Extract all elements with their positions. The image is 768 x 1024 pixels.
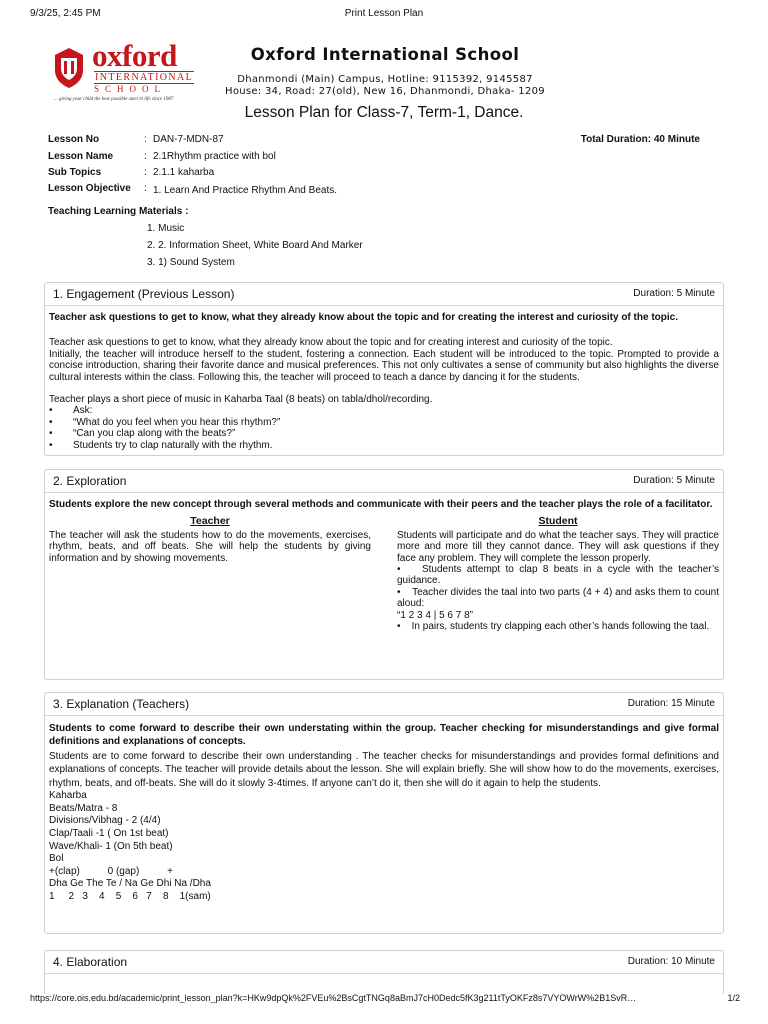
list-item: • In pairs, students try clapping each other’s hands following the taal. xyxy=(397,621,710,633)
section-duration: Duration: 5 Minute xyxy=(633,288,715,299)
logo-tagline: ... giving your child the best possible start in life since 1987 xyxy=(54,97,174,102)
school-logo xyxy=(52,40,192,106)
sub-topics-label: Sub Topics xyxy=(48,167,102,178)
list-item: • Ask: xyxy=(49,405,93,417)
section-elaboration xyxy=(44,950,724,994)
colon: : xyxy=(144,151,147,162)
list-item: • “What do you feel when you hear this rhythm?” xyxy=(49,416,281,428)
bol-line: +(clap) 0 (gap) + xyxy=(49,865,173,877)
student-column xyxy=(397,516,719,632)
print-datetime: 9/3/25, 2:45 PM xyxy=(30,8,101,19)
material-item: 2. 2. Information Sheet, White Board And Marker xyxy=(147,240,363,251)
section-summary: Students explore the new concept through several methods and communicate with their peers and the teacher plays the role of a facilitator. xyxy=(49,499,713,510)
student-text: Students will participate and do what the teacher says. They will practice more and more till they cannot dance. They will ask questions if they face any problem. They will complete the lesson properly. xyxy=(397,529,719,564)
lesson-name-value: 2.1Rhythm practice with bol xyxy=(153,151,276,162)
lesson-objective-value: 1. Learn And Practice Rhythm And Beats. xyxy=(153,185,337,196)
material-item: 1. Music xyxy=(147,223,185,234)
school-crest-icon xyxy=(52,46,86,90)
section-duration: Duration: 15 Minute xyxy=(627,698,715,709)
count-line: “1 2 3 4 | 5 6 7 8” xyxy=(397,609,473,621)
section-header xyxy=(45,470,723,493)
page-url: https://core.ois.edu.bd/academic/print_lesson_plan?k=HKw9dpQk%2FVEu%2BsCgtTNGq8aBmJ7cH0Dedc5fK3g211tTyOKFz8s7VYOWrW%2B1SvR… xyxy=(30,993,637,1003)
list-item: • Students try to clap naturally with the rhythm. xyxy=(49,439,273,451)
section-duration: Duration: 5 Minute xyxy=(633,475,715,486)
list-item: • “Can you clap along with the beats?” xyxy=(49,428,236,440)
sub-topics-value: 2.1.1 kaharba xyxy=(153,167,215,178)
bol-line: Dha Ge The Te / Na Ge Dhi Na /Dha xyxy=(49,878,211,890)
bol-line: Bol xyxy=(49,853,64,865)
bol-line: Clap/Taali -1 ( On 1st beat) xyxy=(49,828,169,839)
section-title: 1. Engagement (Previous Lesson) xyxy=(53,287,235,301)
bol-line: Beats/Matra - 8 xyxy=(49,802,118,814)
teacher-column xyxy=(49,516,371,632)
total-duration: Total Duration: 40 Minute xyxy=(580,134,700,145)
material-item: 3. 1) Sound System xyxy=(147,257,235,268)
section-engagement xyxy=(44,282,724,456)
bol-line: 1 2 3 4 5 6 7 8 1(sam) xyxy=(49,890,211,902)
section-duration: Duration: 10 Minute xyxy=(627,956,715,967)
school-address-line2: House: 34, Road: 27(old), New 16, Dhanmondi, Dhaka- 1209 xyxy=(225,86,545,97)
logo-line3: SCHOOL xyxy=(94,84,167,94)
section-summary: Teacher ask questions to get to know, what they already know about the topic and for creating the interest and curiosity of the topic. xyxy=(49,312,678,323)
lesson-no-label: Lesson No xyxy=(48,134,100,145)
section-paragraph: Students are to come forward to describe their own understanding . The teacher checks for misunderstandings and provides formal definitions and explanations of concepts. The teacher will provide details about the lesson. She will explain briefly. She will show how to do the movements, exercises, rhythm, beats, and off-beats. She will do it slowly 3-4times. If anyone can’t do it, then she will do it again to help the students. xyxy=(49,751,719,789)
section-header xyxy=(45,951,723,974)
colon: : xyxy=(144,167,147,178)
print-header xyxy=(0,8,768,22)
print-title: Print Lesson Plan xyxy=(344,8,424,19)
colon: : xyxy=(144,183,147,194)
bol-line: Kaharba xyxy=(49,790,87,802)
student-heading: Student xyxy=(538,515,578,528)
page-number: 1/2 xyxy=(727,993,740,1003)
bol-line: Wave/Khali- 1 (On 5th beat) xyxy=(49,840,173,852)
section-title: 3. Explanation (Teachers) xyxy=(53,697,190,711)
school-name: Oxford International School xyxy=(250,45,520,64)
section-header xyxy=(45,283,723,306)
bol-line: Divisions/Vibhag - 2 (4/4) xyxy=(49,815,161,827)
section-explanation xyxy=(44,692,724,934)
lesson-name-label: Lesson Name xyxy=(48,151,114,162)
lesson-objective-label: Lesson Objective xyxy=(48,183,131,194)
teacher-text: The teacher will ask the students how to do the movements, exercises, rhythm, beats, and off beats. She will help the students by giving information and by showing movements. xyxy=(49,529,371,564)
section-paragraph: Teacher ask questions to get to know, what they already know about the topic and for creating interest and curiosity of the topic. xyxy=(49,337,613,349)
teacher-heading: Teacher xyxy=(190,515,230,528)
logo-line2: INTERNATIONAL xyxy=(95,72,194,83)
list-item: • Students attempt to clap 8 beats in a cycle with the teacher’s guidance. xyxy=(397,564,719,587)
list-item: • Teacher divides the taal into two parts (4 + 4) and asks them to count aloud: xyxy=(397,586,719,610)
section-paragraph: Initially, the teacher will introduce herself to the student, fostering a connection. Each student will be introduced to the topic. Prompted to provide a concise introduction, sharing their favorite dance and musical preferences. This not only cultivates a sense of community but also highlights the diverse cultural interests within the class. Following this, the teacher will proceed to teach a dance by dancing it for the students. xyxy=(49,348,719,383)
section-title: 4. Elaboration xyxy=(53,955,128,969)
lesson-no-value: DAN-7-MDN-87 xyxy=(153,134,224,145)
colon: : xyxy=(144,134,147,145)
school-address-line1: Dhanmondi (Main) Campus, Hotline: 9115392, 9145587 xyxy=(237,74,533,85)
plan-title: Lesson Plan for Class-7, Term-1, Dance. xyxy=(244,104,524,121)
section-paragraph: Teacher plays a short piece of music in Kaharba Taal (8 beats) on tabla/dhol/recording. xyxy=(49,394,433,406)
materials-title: Teaching Learning Materials : xyxy=(48,206,189,217)
section-header xyxy=(45,693,723,716)
section-summary: Students to come forward to describe their own understating within the group. Teacher checking for misunderstandings and give formal definitions and explanations of concepts. xyxy=(49,723,719,747)
logo-wordmark: oxford xyxy=(92,38,177,73)
section-exploration xyxy=(44,469,724,680)
section-title: 2. Exploration xyxy=(53,474,127,488)
